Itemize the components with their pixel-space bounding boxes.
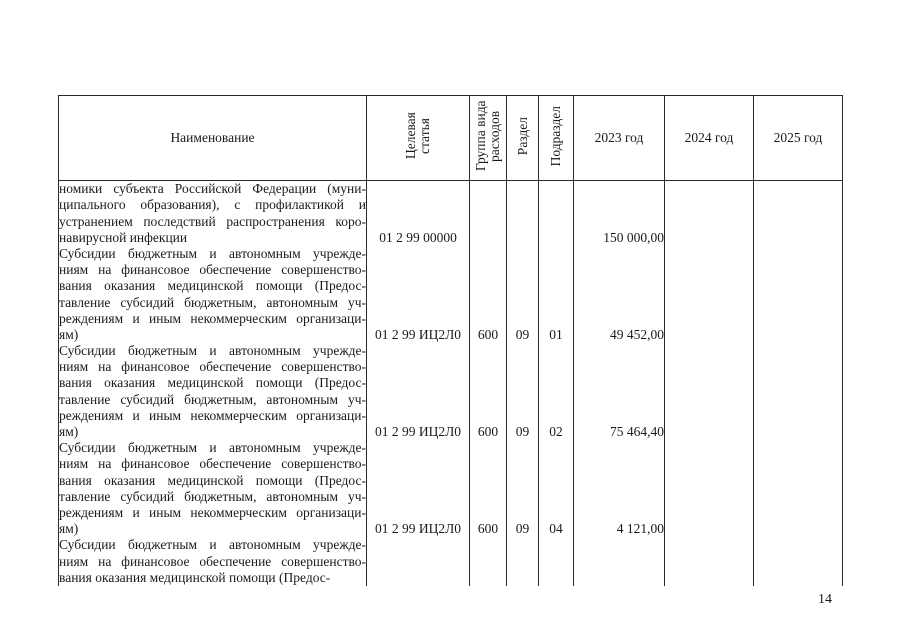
- cell-spacer: [507, 505, 538, 521]
- cell-spacer: [539, 392, 573, 408]
- cell-spacer: [754, 505, 842, 521]
- cell-spacer: [754, 456, 842, 472]
- cell-spacer: [367, 359, 469, 375]
- cell-spacer: [470, 505, 506, 521]
- name-line: Субсидии бюджетным и автономным учрежде-: [59, 245, 366, 261]
- header-name: Наименование: [59, 96, 367, 181]
- name-line: ниям на финансовое обеспечение совершенство-: [59, 262, 366, 278]
- cell-spacer: [539, 311, 573, 327]
- cell-spacer: [367, 197, 469, 213]
- cell-spacer: [754, 375, 842, 391]
- cell-y2024: [665, 230, 753, 246]
- cell-spacer: [470, 295, 506, 311]
- cell-spacer: [665, 246, 753, 262]
- cell-spacer: [539, 473, 573, 489]
- cell-section: 09: [515, 326, 530, 342]
- cell-spacer: [470, 375, 506, 391]
- budget-table: [58, 95, 843, 586]
- cell-spacer: [470, 359, 506, 375]
- cell-target-article: 01 2 99 ИЦ2Л0: [374, 521, 462, 537]
- cell-subsection: 04: [549, 521, 563, 537]
- cell-spacer: [574, 359, 664, 375]
- cell-spacer: [574, 505, 664, 521]
- cell-spacer: [754, 181, 842, 197]
- cell-spacer: [367, 343, 469, 359]
- cell-spacer: [665, 456, 753, 472]
- name-line: тавление субсидий бюджетным, автономным уч-: [59, 488, 366, 504]
- cell-spacer: [507, 375, 538, 391]
- cell-spacer: [507, 537, 538, 553]
- header-2024: 2024 год: [665, 96, 754, 181]
- page-number: 14: [818, 592, 832, 607]
- cell-spacer: [470, 456, 506, 472]
- cell-expense-group: 600: [477, 521, 499, 537]
- cell-target-article: 01 2 99 ИЦ2Л0: [374, 326, 462, 342]
- cell-spacer: [754, 197, 842, 213]
- cell-spacer: [665, 375, 753, 391]
- cell-spacer: [470, 246, 506, 262]
- cell-spacer: [539, 537, 573, 553]
- cell-spacer: [539, 408, 573, 424]
- cell-y2024: [665, 570, 753, 586]
- cell-spacer: [367, 181, 469, 197]
- cell-spacer: [470, 197, 506, 213]
- cell-spacer: [539, 246, 573, 262]
- row-name-text: [59, 246, 366, 343]
- cell-spacer: [539, 197, 573, 213]
- cell-spacer: [574, 375, 664, 391]
- header-subsection: Подраздел: [539, 96, 574, 181]
- cell-spacer: [665, 214, 753, 230]
- name-line: вания оказания медицинской помощи (Предос-: [59, 472, 366, 488]
- cell-spacer: [507, 440, 538, 456]
- cell-spacer: [470, 278, 506, 294]
- cell-spacer: [539, 505, 573, 521]
- name-line: ям): [59, 521, 79, 537]
- cell-spacer: [665, 473, 753, 489]
- expense-group-column: [470, 181, 507, 586]
- cell-spacer: [665, 311, 753, 327]
- cell-spacer: [665, 554, 753, 570]
- cell-spacer: [539, 440, 573, 456]
- header-target-article: Целевая статья: [367, 96, 470, 181]
- name-line: Субсидии бюджетным и автономным учрежде-: [59, 440, 366, 456]
- cell-spacer: [754, 554, 842, 570]
- cell-section: [507, 230, 538, 246]
- row-name-text: [59, 181, 366, 246]
- name-line: навирусной инфекции: [59, 229, 188, 245]
- cell-spacer: [470, 181, 506, 197]
- cell-target-article: 01 2 99 ИЦ2Л0: [374, 424, 462, 440]
- cell-spacer: [367, 489, 469, 505]
- name-line: реждениям и иным некоммерческим организаци-: [59, 407, 366, 423]
- cell-y2024: [665, 424, 753, 440]
- cell-spacer: [367, 408, 469, 424]
- header-section: Раздел: [507, 96, 539, 181]
- cell-y2025: [754, 424, 842, 440]
- header-2025: 2025 год: [754, 96, 843, 181]
- cell-spacer: [574, 408, 664, 424]
- cell-spacer: [574, 343, 664, 359]
- cell-spacer: [539, 262, 573, 278]
- cell-spacer: [574, 262, 664, 278]
- cell-spacer: [507, 262, 538, 278]
- cell-spacer: [754, 408, 842, 424]
- cell-spacer: [754, 343, 842, 359]
- cell-spacer: [574, 489, 664, 505]
- cell-spacer: [754, 246, 842, 262]
- name-line: ям): [59, 326, 79, 342]
- cell-spacer: [754, 537, 842, 553]
- cell-spacer: [574, 554, 664, 570]
- cell-spacer: [539, 181, 573, 197]
- cell-y2023: 49 452,00: [610, 326, 664, 342]
- cell-y2025: [754, 521, 842, 537]
- cell-subsection: [539, 230, 573, 246]
- cell-spacer: [367, 246, 469, 262]
- name-line: тавление субсидий бюджетным, автономным уч-: [59, 294, 366, 310]
- cell-spacer: [367, 262, 469, 278]
- name-line: устранением последствий распространения коро-: [59, 213, 366, 229]
- name-line: реждениям и иным некоммерческим организаци-: [59, 504, 366, 520]
- subsection-column: [539, 181, 574, 586]
- cell-target-article: [367, 570, 469, 586]
- cell-spacer: [539, 214, 573, 230]
- cell-spacer: [367, 375, 469, 391]
- cell-spacer: [574, 392, 664, 408]
- cell-spacer: [539, 489, 573, 505]
- cell-expense-group: [470, 570, 506, 586]
- cell-spacer: [367, 392, 469, 408]
- cell-spacer: [754, 295, 842, 311]
- name-line: Субсидии бюджетным и автономным учрежде-: [59, 537, 366, 553]
- cell-spacer: [367, 473, 469, 489]
- cell-spacer: [574, 456, 664, 472]
- cell-y2023: 4 121,00: [616, 521, 664, 537]
- cell-expense-group: 600: [477, 424, 499, 440]
- cell-spacer: [367, 505, 469, 521]
- cell-spacer: [665, 537, 753, 553]
- cell-spacer: [665, 181, 753, 197]
- cell-spacer: [470, 311, 506, 327]
- cell-spacer: [574, 311, 664, 327]
- cell-spacer: [754, 214, 842, 230]
- cell-spacer: [470, 262, 506, 278]
- cell-spacer: [470, 408, 506, 424]
- cell-spacer: [507, 456, 538, 472]
- name-line: ципального образования), с профилактикой и: [59, 197, 366, 213]
- name-line: ниям на финансовое обеспечение совершенство-: [59, 553, 366, 569]
- name-line: Субсидии бюджетным и автономным учрежде-: [59, 343, 366, 359]
- cell-spacer: [507, 489, 538, 505]
- cell-spacer: [470, 537, 506, 553]
- header-expense-group: Группа вида расходов: [470, 96, 507, 181]
- cell-spacer: [574, 246, 664, 262]
- cell-expense-group: [470, 230, 506, 246]
- cell-y2025: [754, 230, 842, 246]
- cell-section: 09: [515, 424, 530, 440]
- cell-spacer: [754, 359, 842, 375]
- cell-spacer: [754, 440, 842, 456]
- row-name-text: [59, 343, 366, 440]
- name-line: реждениям и иным некоммерческим организаци-: [59, 310, 366, 326]
- cell-y2023: 75 464,40: [610, 424, 664, 440]
- cell-spacer: [470, 554, 506, 570]
- cell-spacer: [574, 473, 664, 489]
- cell-spacer: [665, 262, 753, 278]
- cell-spacer: [367, 456, 469, 472]
- cell-spacer: [367, 440, 469, 456]
- cell-subsection: [539, 570, 573, 586]
- cell-spacer: [665, 197, 753, 213]
- cell-spacer: [470, 440, 506, 456]
- name-line: тавление субсидий бюджетным, автономным уч-: [59, 391, 366, 407]
- cell-spacer: [507, 246, 538, 262]
- year-2024-column: [665, 181, 754, 586]
- cell-y2025: [754, 570, 842, 586]
- cell-spacer: [665, 343, 753, 359]
- name-line: ям): [59, 424, 79, 440]
- cell-expense-group: 600: [477, 326, 499, 342]
- cell-spacer: [665, 505, 753, 521]
- cell-spacer: [754, 489, 842, 505]
- row-name-text: [59, 537, 366, 586]
- cell-spacer: [574, 278, 664, 294]
- cell-spacer: [507, 359, 538, 375]
- cell-y2024: [665, 327, 753, 343]
- cell-y2025: [754, 327, 842, 343]
- cell-spacer: [367, 554, 469, 570]
- cell-y2023: 150 000,00: [603, 229, 664, 245]
- cell-spacer: [539, 278, 573, 294]
- cell-spacer: [539, 375, 573, 391]
- cell-spacer: [367, 214, 469, 230]
- cell-spacer: [539, 295, 573, 311]
- cell-spacer: [574, 440, 664, 456]
- cell-section: 09: [515, 521, 530, 537]
- cell-target-article: 01 2 99 00000: [379, 229, 457, 245]
- cell-spacer: [574, 295, 664, 311]
- target-article-column: [367, 181, 470, 586]
- cell-y2023: [574, 570, 664, 586]
- year-2025-column: [754, 181, 843, 586]
- cell-spacer: [507, 295, 538, 311]
- name-line: ниям на финансовое обеспечение совершенство-: [59, 456, 366, 472]
- cell-subsection: 02: [549, 424, 563, 440]
- cell-spacer: [665, 295, 753, 311]
- cell-spacer: [507, 392, 538, 408]
- cell-spacer: [507, 554, 538, 570]
- table-header-row: [59, 96, 843, 181]
- name-line: вания оказания медицинской помощи (Предос-: [59, 375, 366, 391]
- cell-section: [507, 570, 538, 586]
- cell-y2024: [665, 521, 753, 537]
- cell-spacer: [665, 408, 753, 424]
- cell-spacer: [539, 554, 573, 570]
- name-line: вания оказания медицинской помощи (Предос-: [59, 569, 331, 585]
- cell-spacer: [665, 489, 753, 505]
- cell-spacer: [507, 278, 538, 294]
- cell-spacer: [367, 295, 469, 311]
- cell-spacer: [367, 537, 469, 553]
- name-line: ниям на финансовое обеспечение совершенство-: [59, 359, 366, 375]
- cell-spacer: [665, 440, 753, 456]
- row-name-text: [59, 440, 366, 537]
- cell-spacer: [507, 473, 538, 489]
- year-2023-column: [574, 181, 665, 586]
- section-column: [507, 181, 539, 586]
- cell-spacer: [507, 311, 538, 327]
- cell-spacer: [507, 408, 538, 424]
- cell-spacer: [539, 456, 573, 472]
- name-line: вания оказания медицинской помощи (Предос-: [59, 278, 366, 294]
- cell-spacer: [574, 197, 664, 213]
- cell-spacer: [470, 489, 506, 505]
- cell-spacer: [507, 181, 538, 197]
- cell-spacer: [470, 473, 506, 489]
- header-2023: 2023 год: [574, 96, 665, 181]
- cell-spacer: [665, 278, 753, 294]
- cell-spacer: [754, 311, 842, 327]
- cell-spacer: [367, 311, 469, 327]
- cell-spacer: [507, 197, 538, 213]
- cell-spacer: [754, 392, 842, 408]
- cell-spacer: [470, 214, 506, 230]
- cell-spacer: [665, 392, 753, 408]
- table-body-row: [59, 181, 843, 586]
- cell-spacer: [754, 473, 842, 489]
- cell-spacer: [754, 278, 842, 294]
- cell-spacer: [507, 214, 538, 230]
- cell-spacer: [754, 262, 842, 278]
- cell-spacer: [574, 181, 664, 197]
- cell-subsection: 01: [549, 326, 563, 342]
- cell-spacer: [574, 537, 664, 553]
- cell-spacer: [470, 392, 506, 408]
- cell-spacer: [367, 278, 469, 294]
- cell-spacer: [507, 343, 538, 359]
- name-line: номики субъекта Российской Федерации (муни-: [59, 181, 366, 197]
- cell-spacer: [539, 343, 573, 359]
- cell-spacer: [665, 359, 753, 375]
- cell-spacer: [470, 343, 506, 359]
- cell-spacer: [574, 214, 664, 230]
- name-column: [59, 181, 367, 586]
- cell-spacer: [539, 359, 573, 375]
